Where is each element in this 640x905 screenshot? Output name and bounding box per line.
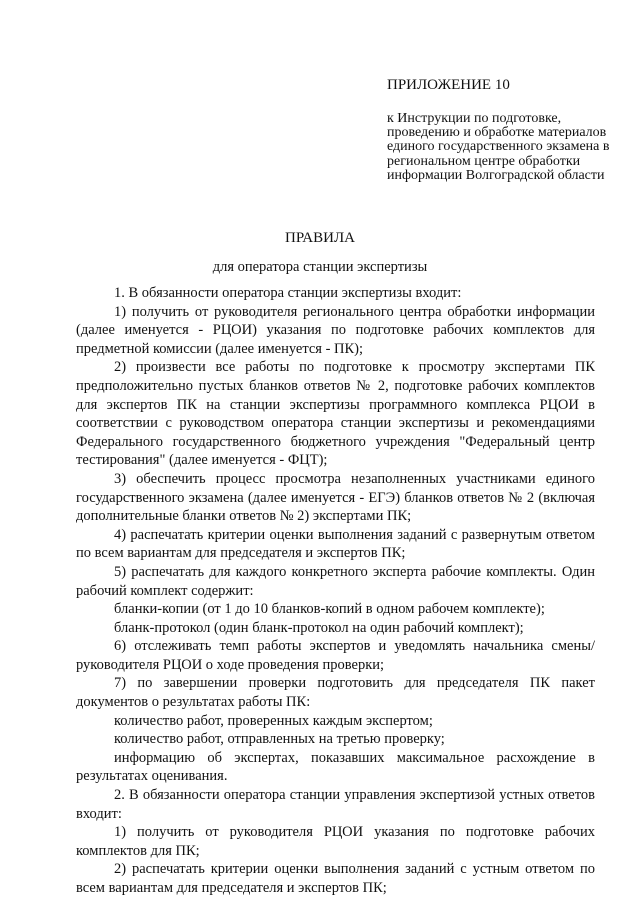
list-item: 2) распечатать критерии оценки выполнения заданий с устным ответом по всем вариантам для председателя и экспертов ПК; xyxy=(76,861,595,896)
list-item: 2) произвести все работы по подготовке к просмотру экспертами ПК предположительно пустых бланков ответов № 2, подготовке рабочих комплектов для экспертов ПК на станции экспертизы программного комплекса РЦОИ в соответствии с руководством оператора станции экспертизы и рекомендациями Федерального государственного бюджетного учреждения "Федеральный центр тестирования" (далее именуется - ФЦТ); xyxy=(76,359,595,469)
list-item: 3) обеспечить процесс просмотра незаполненных участниками единого государственного экзамена (далее именуется - ЕГЭ) бланков ответов № 2 (включая дополнительные бланки ответов № 2) экспертами ПК; xyxy=(76,470,595,525)
list-item: 4) распечатать критерии оценки выполнения заданий с развернутым ответом по всем вариантам для председателя и экспертов ПК; xyxy=(76,526,595,562)
list-item: 7) по завершении проверки подготовить для председателя ПК пакет документов о результатах работы ПК: xyxy=(76,675,595,711)
list-item: 6) отслеживать темп работы экспертов и уведомлять начальника смены/руководителя РЦОИ о ходе проведения проверки; xyxy=(76,638,595,673)
appendix-title: ПРИЛОЖЕНИЕ 10 xyxy=(387,77,510,93)
list-item: 1) получить от руководителя регионального центра обработки информации (далее именуется - РЦОИ) указания по подготовке рабочих комплектов для предметной комиссии (далее именуется - ПК); xyxy=(76,303,595,357)
appendix-header xyxy=(387,76,615,183)
document-body xyxy=(76,284,595,898)
list-item: 5) распечатать для каждого конкретного эксперта рабочие комплекты. Один рабочий комплект содержит: xyxy=(76,563,595,599)
sub-item: количество работ, проверенных каждым экспертом; xyxy=(114,712,433,729)
section-1-heading: 1. В обязанности оператора станции экспертизы входит: xyxy=(114,285,462,301)
sub-item: бланк-протокол (один бланк-протокол на один рабочий комплект); xyxy=(114,619,524,636)
appendix-description: к Инструкции по подготовке, проведению и обработке материалов единого государственного экзамена в региональном центре обработки информации Волгоградской области xyxy=(387,111,610,183)
document-subtitle: для оператора станции экспертизы xyxy=(212,259,428,275)
section-2-heading: 2. В обязанности оператора станции управления экспертизой устных ответов входит: xyxy=(76,787,595,822)
list-item: 1) получить от руководителя РЦОИ указания по подготовке рабочих комплектов для ПК; xyxy=(76,824,595,859)
sub-item: бланки-копии (от 1 до 10 бланков-копий в одном рабочем комплекте); xyxy=(114,601,545,618)
document-title: ПРАВИЛА xyxy=(285,230,355,246)
sub-item: информацию об экспертах, показавших максимальное расхождение в результатах оценивания. xyxy=(76,749,595,785)
sub-item: количество работ, отправленных на третью проверку; xyxy=(114,731,445,748)
